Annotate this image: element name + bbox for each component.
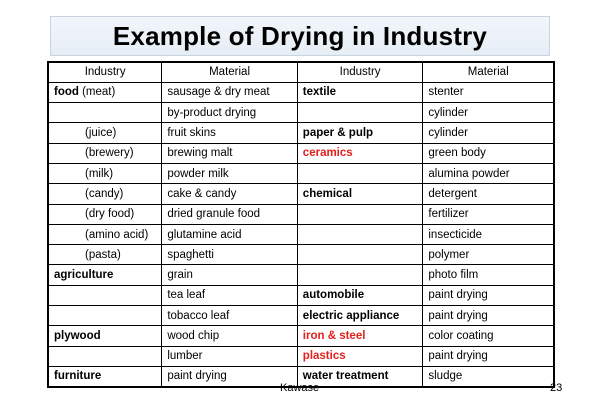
industry-cell-right: automobile [297, 285, 423, 305]
industry-subcategory: (dry food) [85, 208, 135, 221]
header-industry-2: Industry [297, 62, 423, 82]
industry-name: food [54, 86, 79, 99]
material-cell-right: color coating [423, 326, 554, 346]
industry-cell-left [48, 184, 162, 204]
industry-cell-right [297, 204, 423, 224]
industry-subcategory: (candy) [85, 187, 124, 200]
material-cell-right: sludge [423, 366, 554, 386]
material-cell-right: stenter [423, 82, 554, 102]
industry-cell-right: textile [297, 82, 423, 102]
industry-subcategory: (amino acid) [85, 228, 149, 241]
material-cell-right: insecticide [423, 224, 554, 244]
industry-name: agriculture [54, 269, 114, 282]
industry-subcategory: (brewery) [85, 147, 134, 160]
header-material-1: Material [162, 62, 297, 82]
material-cell-left: wood chip [162, 326, 297, 346]
industry-cell-right [297, 245, 423, 265]
table-row [48, 143, 554, 163]
material-cell-right: paint drying [423, 285, 554, 305]
footer-author: Kawase [280, 382, 320, 394]
industry-cell-left [48, 204, 162, 224]
industry-subcategory: (pasta) [85, 248, 121, 261]
industry-cell-left [48, 143, 162, 163]
industry-cell-left [48, 285, 162, 305]
material-cell-left: spaghetti [162, 245, 297, 265]
industry-subcategory: (meat) [78, 86, 116, 99]
material-cell-right: cylinder [423, 123, 554, 143]
industry-cell-left [48, 103, 162, 123]
industry-cell-right: chemical [297, 184, 423, 204]
header-material-2: Material [423, 62, 554, 82]
material-cell-left: paint drying [162, 366, 297, 386]
industry-cell-left [48, 366, 162, 386]
material-cell-left: tobacco leaf [162, 306, 297, 326]
table-row [48, 123, 554, 143]
material-cell-left: grain [162, 265, 297, 285]
material-cell-right: fertilizer [423, 204, 554, 224]
industry-cell-left [48, 163, 162, 183]
industry-cell-left [48, 245, 162, 265]
slide-title: Example of Drying in Industry [112, 20, 488, 51]
industry-cell-left [48, 123, 162, 143]
material-cell-right: detergent [423, 184, 554, 204]
material-cell-left: powder milk [162, 163, 297, 183]
industry-cell-right: iron & steel [297, 326, 423, 346]
industry-cell-right [297, 163, 423, 183]
industry-cell-left [48, 326, 162, 346]
table-row [48, 265, 554, 285]
material-cell-right: green body [423, 143, 554, 163]
table-row [48, 204, 554, 224]
industry-cell-left [48, 346, 162, 366]
material-cell-left: lumber [162, 346, 297, 366]
material-cell-right: cylinder [423, 103, 554, 123]
industry-cell-left [48, 82, 162, 102]
header-row [48, 62, 554, 82]
material-cell-left: dried granule food [162, 204, 297, 224]
material-cell-left: fruit skins [162, 123, 297, 143]
industry-cell-left [48, 306, 162, 326]
industry-name: furniture [54, 370, 102, 383]
table-row [48, 82, 554, 102]
material-cell-left: tea leaf [162, 285, 297, 305]
industry-cell-right: ceramics [297, 143, 423, 163]
industry-name: plywood [54, 330, 101, 342]
material-cell-right: alumina powder [423, 163, 554, 183]
industry-cell-right [297, 103, 423, 123]
page-number: 23 [550, 382, 563, 394]
industry-cell-left [48, 265, 162, 285]
table-row [48, 103, 554, 123]
material-cell-left: by-product drying [162, 103, 297, 123]
material-cell-right: paint drying [423, 346, 554, 366]
material-cell-left: brewing malt [162, 143, 297, 163]
table-row [48, 163, 554, 183]
table-row [48, 306, 554, 326]
material-cell-left: cake & candy [162, 184, 297, 204]
material-cell-left: glutamine acid [162, 224, 297, 244]
industry-cell-right: paper & pulp [297, 123, 423, 143]
industry-cell-right: water treatment [297, 366, 423, 386]
title-banner [50, 16, 550, 56]
table-row [48, 346, 554, 366]
material-cell-right: polymer [423, 245, 554, 265]
industry-cell-right [297, 265, 423, 285]
industry-subcategory: (juice) [85, 127, 117, 140]
industry-subcategory: (milk) [85, 167, 114, 180]
header-industry-1: Industry [48, 62, 162, 82]
table-row [48, 245, 554, 265]
industry-cell-right: plastics [297, 346, 423, 366]
material-cell-right: photo film [423, 265, 554, 285]
table-row [48, 224, 554, 244]
drying-industry-table [47, 61, 555, 388]
table-row [48, 285, 554, 305]
table-row [48, 184, 554, 204]
material-cell-right: paint drying [423, 306, 554, 326]
industry-cell-left [48, 224, 162, 244]
industry-cell-right [297, 224, 423, 244]
material-cell-left: sausage & dry meat [162, 82, 297, 102]
table-row [48, 326, 554, 346]
industry-cell-right: electric appliance [297, 306, 423, 326]
